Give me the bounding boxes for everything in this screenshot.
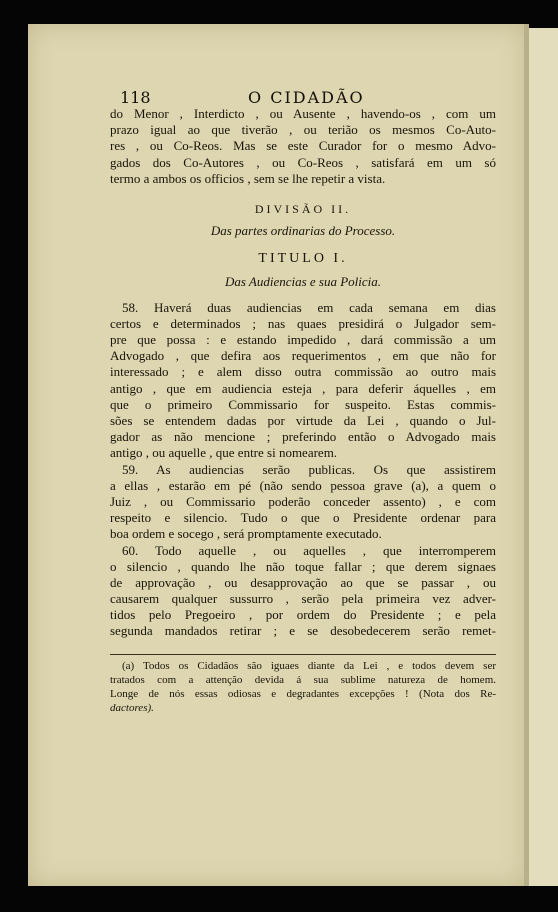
text-line: causarem qualquer sussurro , serão pela primeira vez adver- [110, 591, 496, 607]
text-line: Advogado , que defira aos requerimentos , em que não for [110, 348, 496, 364]
text-line: res , ou Co-Reos. Mas se este Curador for o mesmo Advo- [110, 138, 496, 154]
title-subtitle: Das Audiencias e sua Policia. [224, 273, 382, 289]
text-line: pre que possa : e estando impedido , dará commissão a um [110, 332, 496, 348]
division-subtitle: Das partes ordinarias do Processo. [210, 223, 396, 239]
text-line: Juiz , ou Commissario poderão conceder assento) , e com [110, 493, 496, 509]
text-line: antigo , ou aquelle , que entre si nomearem. [110, 445, 338, 461]
text-line: 58. Haverá duas audiencias em cada semana em dias [122, 299, 496, 315]
footnote-line: (a) Todos os Cidadãos são iguaes diante da Lei , e todos devem ser [122, 659, 496, 672]
text-line: 59. As audiencias serão publicas. Os que assistirem [122, 461, 496, 477]
page-fold [524, 24, 529, 886]
running-title: O CIDADÃO [248, 88, 365, 107]
paragraph-60 [110, 543, 496, 640]
text-line: sões se entendem dadas por virtude da Lei , quando o Jul- [110, 413, 496, 428]
text-line: interessado ; e alem disso outra commissão ao outro mais [110, 364, 496, 380]
text-line: gados dos Co-Autores , ou Co-Reos , satisfará em um só [110, 154, 496, 170]
page-body [110, 106, 496, 715]
text-line: boa ordem e socego , será promptamente executado. [110, 526, 382, 542]
text-line: respeito e silencio. Tudo o que o Presidente ordenar para [110, 510, 496, 526]
text-line: a ellas , estarão em pé (não sendo pessoa grave (a), a quem o [110, 477, 496, 493]
text-line: tidos pelo Pregoeiro , por ordem do Presidente ; e pela [110, 607, 496, 623]
text-line: gador as não mencione ; preferindo então o Advogado mais [110, 429, 496, 445]
footnote-line: dactores). [110, 701, 154, 714]
facing-page-edge [526, 28, 558, 886]
paragraph-59 [110, 462, 496, 543]
text-line: termo a ambos os officios , sem se lhe repetir a vista. [110, 170, 386, 186]
text-line: antigo , que em audiencia esteja , para deferir áquelles , em [110, 380, 496, 396]
footnote [110, 659, 496, 715]
footnote-rule [110, 654, 496, 655]
opening-block [110, 106, 496, 187]
text-line: 60. Todo aquelle , ou aquelles , que interromperem [122, 542, 496, 558]
footnote-line: tratados com a attenção devida á sua sublime natureza de homem. [110, 673, 496, 686]
paragraph-58 [110, 300, 496, 462]
text-line: certos e determinados ; nas quaes presidirá o Julgador sem- [110, 315, 496, 331]
text-line: do Menor , Interdicto , ou Ausente , havendo-os , com um [110, 106, 496, 121]
division-heading: DIVISÃO II. [254, 201, 352, 216]
text-line: prazo igual ao que tiverão , ou terião os mesmos Co-Auto- [110, 122, 496, 138]
title-heading: TITULO I. [258, 251, 348, 267]
text-line: que o primeiro Commissario for suspeito. Estas commis- [110, 396, 496, 412]
text-line: de approvação , ou desapprovação ao que se passar , ou [110, 574, 496, 590]
footnote-line: Longe de nós essas odiosas e degradantes excepções ! (Nota dos Re- [110, 687, 496, 700]
page-number: 118 [120, 88, 151, 107]
text-line: o silencio , quando lhe não toque fallar ; que derem signaes [110, 558, 496, 574]
text-line: segunda mandados retirar ; e se desobedecerem serão remet- [110, 623, 496, 639]
